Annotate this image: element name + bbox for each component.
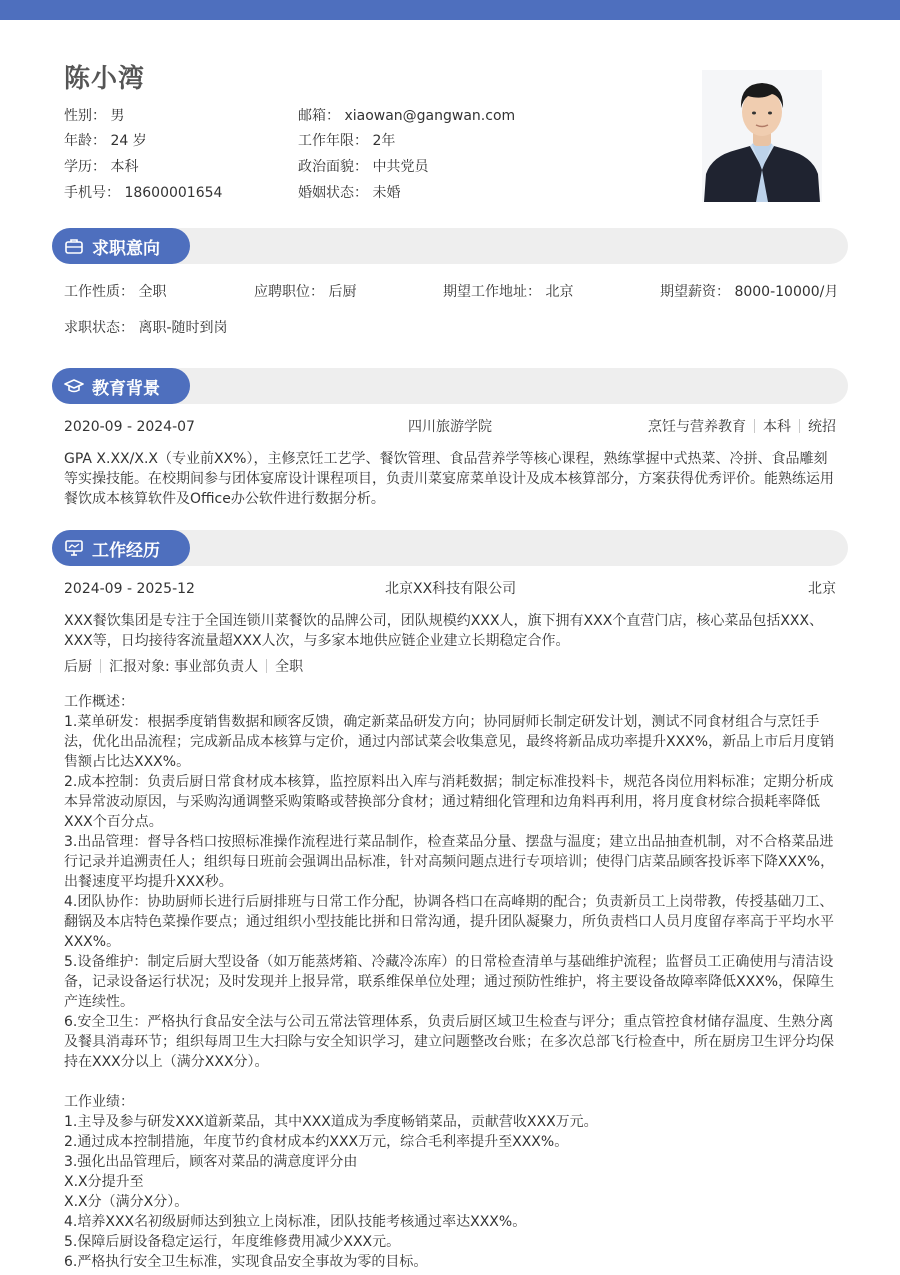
phone-label: 手机号： bbox=[64, 185, 120, 201]
education-field bbox=[64, 157, 138, 177]
work-years-field bbox=[298, 131, 395, 151]
company-intro bbox=[64, 611, 838, 651]
edu-period: 2020-09 - 2024-07 bbox=[64, 419, 195, 435]
work-detail-line: 2.通过成本控制措施，年度节约食材成本约XXX万元，综合毛利率提升至XXX%。 bbox=[64, 1134, 569, 1150]
work-detail-line: 法，优化出品流程；完成新品成本核算与定价，通过内部试菜会收集意见，最终将新品成功率提升XXX%，新品上市后月度销 bbox=[64, 734, 835, 750]
edu-degree: 本科 bbox=[763, 419, 791, 435]
location-label: 期望工作地址： bbox=[443, 284, 541, 300]
work-detail-line: 翻锅及本店特色菜操作要点；通过组织小型技能比拼和日常沟通，提升团队凝聚力，所负责档口人员月度留存率高于平均水平 bbox=[64, 914, 834, 930]
work-detail-line: XXX个百分点。 bbox=[64, 814, 163, 830]
age-label: 年龄： bbox=[64, 133, 106, 149]
age-value: 24 岁 bbox=[110, 133, 147, 149]
email-field bbox=[298, 106, 515, 126]
section-job-intent-header bbox=[52, 228, 848, 264]
work-details bbox=[64, 692, 838, 1272]
salary-field bbox=[660, 282, 838, 302]
gender-field bbox=[64, 106, 124, 126]
top-accent-bar bbox=[0, 0, 900, 20]
years-label: 工作年限： bbox=[298, 133, 368, 149]
location-value: 北京 bbox=[545, 284, 574, 300]
job-status-label: 求职状态： bbox=[64, 320, 134, 336]
marriage-label: 婚姻状态： bbox=[298, 185, 368, 201]
section-title: 教育背景 bbox=[92, 378, 160, 399]
job-type-field bbox=[64, 282, 166, 302]
edu-desc-line: 餐饮成本核算软件及Office办公软件进行数据分析。 bbox=[64, 491, 385, 507]
work-detail-line: 产连续性。 bbox=[64, 994, 134, 1010]
work-role: 后厨 bbox=[64, 659, 92, 675]
edu-major: 烹饪与营养教育 bbox=[648, 419, 746, 435]
work-detail-line: 工作业绩： bbox=[64, 1094, 134, 1110]
politics-label: 政治面貌： bbox=[298, 159, 368, 175]
monitor-icon bbox=[64, 538, 84, 558]
company-intro-line: XXX等，日均接待客流量超XXX人次，与多家本地供应链企业建立长期稳定合作。 bbox=[64, 633, 570, 649]
job-type-value: 全职 bbox=[138, 284, 167, 300]
section-title: 工作经历 bbox=[92, 540, 160, 561]
briefcase-icon bbox=[64, 236, 84, 256]
candidate-name: 陈小湾 bbox=[64, 64, 146, 94]
work-detail-line: 3.出品管理：督导各档口按照标准操作流程进行菜品制作，检查菜品分量、摆盘与温度；建立出品抽查机制，对不合格菜品进 bbox=[64, 834, 834, 850]
edu-meta bbox=[648, 417, 836, 437]
section-tag bbox=[52, 368, 190, 404]
position-field bbox=[254, 282, 356, 302]
salary-label: 期望薪资： bbox=[660, 284, 730, 300]
work-detail-line: 6.安全卫生：严格执行食品安全法与公司五常法管理体系，负责后厨区域卫生检查与评分；重点管控食材储存温度、生熟分离 bbox=[64, 1014, 834, 1030]
divider bbox=[754, 419, 755, 433]
edu-mode: 统招 bbox=[808, 419, 836, 435]
edu-value: 本科 bbox=[110, 159, 139, 175]
divider bbox=[799, 419, 800, 433]
work-period: 2024-09 - 2025-12 bbox=[64, 581, 195, 597]
work-detail-line: 3.强化出品管理后，顾客对菜品的满意度评分由 bbox=[64, 1154, 358, 1170]
location-field bbox=[443, 282, 573, 302]
divider bbox=[100, 659, 101, 673]
job-type-label: 工作性质： bbox=[64, 284, 134, 300]
edu-desc-line: 等实操技能。在校期间参与团体宴席设计课程项目，负责川菜宴席菜单设计及成本核算部分，方案获得优秀评价。能熟练运用 bbox=[64, 471, 834, 487]
work-detail-line: 1.主导及参与研发XXX道新菜品，其中XXX道成为季度畅销菜品，贡献营收XXX万元。 bbox=[64, 1114, 598, 1130]
company-intro-line: XXX餐饮集团是专注于全国连锁川菜餐饮的品牌公司，团队规模约XXX人，旗下拥有XXX个直营门店，核心菜品包括XXX、 bbox=[64, 613, 824, 629]
work-job-type: 全职 bbox=[275, 659, 304, 675]
edu-school: 四川旅游学院 bbox=[408, 419, 492, 435]
work-detail-line: 5.保障后厨设备稳定运行，年度维修费用减少XXX元。 bbox=[64, 1234, 401, 1250]
work-detail-line: 5.设备维护：制定后厨大型设备（如万能蒸烤箱、冷藏冷冻库）的日常检查清单与基础维护流程；监督员工正确使用与清洁设 bbox=[64, 954, 834, 970]
gender-label: 性别： bbox=[64, 108, 106, 124]
section-tag bbox=[52, 530, 190, 566]
work-detail-line: 售额占比达XXX%。 bbox=[64, 754, 191, 770]
salary-value: 8000-10000/月 bbox=[734, 284, 839, 300]
work-detail-line: 持在XXX分以上（满分XXX分）。 bbox=[64, 1054, 269, 1070]
age-field bbox=[64, 131, 147, 151]
work-city: 北京 bbox=[808, 581, 836, 597]
work-detail-line: 备，记录设备运行状况；及时发现并上报异常，联系维保单位处理；通过预防性维护，将主要设备故障率降低XXX%，保障生 bbox=[64, 974, 835, 990]
phone-value: 18600001654 bbox=[124, 185, 223, 201]
politics-field bbox=[298, 157, 428, 177]
work-detail-line: 行记录并追溯责任人；组织每日班前会强调出品标准，针对高频问题点进行专项培训；使得门店菜品顾客投诉率下降XXX%， bbox=[64, 854, 835, 870]
section-tag bbox=[52, 228, 190, 264]
avatar bbox=[702, 70, 822, 202]
graduation-cap-icon bbox=[64, 376, 84, 396]
politics-value: 中共党员 bbox=[372, 159, 429, 175]
job-status-value: 离职-随时到岗 bbox=[138, 320, 228, 336]
work-detail-line: 出餐速度平均提升XXX秒。 bbox=[64, 874, 233, 890]
work-company: 北京XX科技有限公司 bbox=[385, 581, 517, 597]
email-value: xiaowan@gangwan.com bbox=[344, 108, 516, 124]
phone-field bbox=[64, 183, 222, 203]
position-label: 应聘职位： bbox=[254, 284, 324, 300]
position-value: 后厨 bbox=[328, 284, 357, 300]
work-detail-line: 6.严格执行安全卫生标准，实现食品安全事故为零的目标。 bbox=[64, 1254, 428, 1270]
work-detail-line: 4.培养XXX名初级厨师达到独立上岗标准，团队技能考核通过率达XXX%。 bbox=[64, 1214, 527, 1230]
work-detail-line: 工作概述： bbox=[64, 694, 134, 710]
work-detail-line bbox=[64, 1072, 838, 1092]
work-detail-line: 本异常波动原因，与采购沟通调整采购策略或替换部分食材；通过精细化管理和边角料再利用，将月度食材综合损耗率降低 bbox=[64, 794, 820, 810]
marriage-field bbox=[298, 183, 400, 203]
email-label: 邮箱： bbox=[298, 108, 340, 124]
work-detail-line: X.X分（满分X分）。 bbox=[64, 1194, 189, 1210]
divider bbox=[266, 659, 267, 673]
edu-label: 学历： bbox=[64, 159, 106, 175]
gender-value: 男 bbox=[110, 108, 125, 124]
work-role-meta bbox=[64, 657, 303, 677]
work-report: 汇报对象: 事业部负责人 bbox=[109, 659, 259, 675]
work-detail-line: XXX%。 bbox=[64, 934, 121, 950]
edu-desc-line: GPA X.XX/X.X（专业前XX%），主修烹饪工艺学、餐饮管理、食品营养学等核心课程，熟练掌握中式热菜、冷拼、食品雕刻 bbox=[64, 451, 828, 467]
job-status-field bbox=[64, 318, 228, 338]
section-work-header bbox=[52, 530, 848, 566]
section-education-header bbox=[52, 368, 848, 404]
work-detail-line: 1.菜单研发：根据季度销售数据和顾客反馈，确定新菜品研发方向；协同厨师长制定研发计划，测试不同食材组合与烹饪手 bbox=[64, 714, 820, 730]
section-title: 求职意向 bbox=[92, 238, 160, 259]
marriage-value: 未婚 bbox=[372, 185, 401, 201]
edu-description bbox=[64, 449, 838, 509]
work-detail-line: X.X分提升至 bbox=[64, 1174, 144, 1190]
profile-photo bbox=[702, 70, 822, 202]
work-detail-line: 及餐具消毒环节；组织每周卫生大扫除与安全知识学习，建立问题整改台账；在多次总部飞行检查中，所在厨房卫生评分均保 bbox=[64, 1034, 834, 1050]
work-detail-line: 2.成本控制：负责后厨日常食材成本核算，监控原料出入库与消耗数据；制定标准投料卡，规范各岗位用料标准；定期分析成 bbox=[64, 774, 834, 790]
years-value: 2年 bbox=[372, 133, 396, 149]
work-detail-line: 4.团队协作：协助厨师长进行后厨排班与日常工作分配，协调各档口在高峰期的配合；负责新员工上岗带教，传授基础刀工、 bbox=[64, 894, 834, 910]
